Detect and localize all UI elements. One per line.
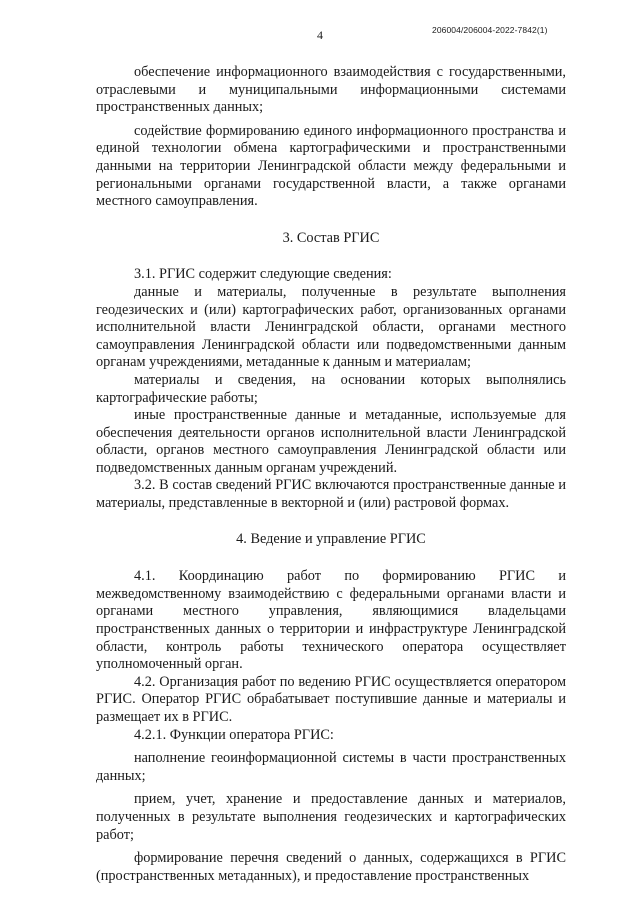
paragraph-4-2: 4.2. Организация работ по ведению РГИС осуществляется оператором РГИС. Оператор РГИС обрабатывает поступившие данные и материалы и размещает их в РГИС.	[96, 673, 566, 725]
paragraph-3-1-c: иные пространственные данные и метаданные, используемые для обеспечения деятельности органов исполнительной власти Ленинградской области, органов местного самоуправления Ленинградской области или подведомственных данным органам учреждений.	[96, 407, 566, 476]
section-4-heading: 4. Ведение и управление РГИС	[236, 530, 426, 547]
paragraph-intro-1: обеспечение информационного взаимодействия с государственными, отраслевыми и муниципальными информационными системами пространственных данных;	[96, 64, 566, 116]
paragraph-3-1: 3.1. РГИС содержит следующие сведения:	[134, 266, 392, 283]
paragraph-3-1-a: данные и материалы, полученные в результате выполнения геодезических и (или) картографических работ, организованных органами исполнительной власти Ленинградской области, органами местного самоуправления Ленинградской области или подведомственными данным органам учреждениями, метаданные к данным и материалам;	[96, 283, 566, 371]
section-3-heading: 3. Состав РГИС	[282, 229, 380, 246]
paragraph-3-2: 3.2. В состав сведений РГИС включаются пространственные данные и материалы, представленные в векторной и (или) растровой формах.	[96, 477, 566, 512]
page-number: 4	[317, 28, 323, 42]
paragraph-4-2-1-a: наполнение геоинформационной системы в части пространственных данных;	[96, 750, 566, 784]
paragraph-3-1-b: материалы и сведения, на основании которых выполнялись картографические работы;	[96, 371, 566, 406]
paragraph-4-2-1: 4.2.1. Функции оператора РГИС:	[134, 726, 334, 743]
document-id: 206004/206004-2022-7842(1)	[432, 25, 548, 35]
paragraph-4-1: 4.1. Координацию работ по формированию РГИС и межведомственному взаимодействию с федеральными органами власти и органами местного управления, являющимися владельцами пространственных данных о территории и инфраструктуре Ленинградской области, контроль работы технического оператора осуществляет уполномоченный орган.	[96, 568, 566, 673]
document-body	[96, 64, 566, 885]
paragraph-4-2-1-b: прием, учет, хранение и предоставление данных и материалов, полученных в результате выполнения геодезических и картографических работ;	[96, 791, 566, 843]
paragraph-4-2-1-c: формирование перечня сведений о данных, содержащихся в РГИС (пространственных метаданных), и предоставление пространственных	[96, 850, 566, 884]
paragraph-intro-2: содействие формированию единого информационного пространства и единой технологии обмена картографическими и пространственными данными на территории Ленинградской области между федеральными и региональными органами государственной власти, а также органами местного самоуправления.	[96, 122, 566, 210]
